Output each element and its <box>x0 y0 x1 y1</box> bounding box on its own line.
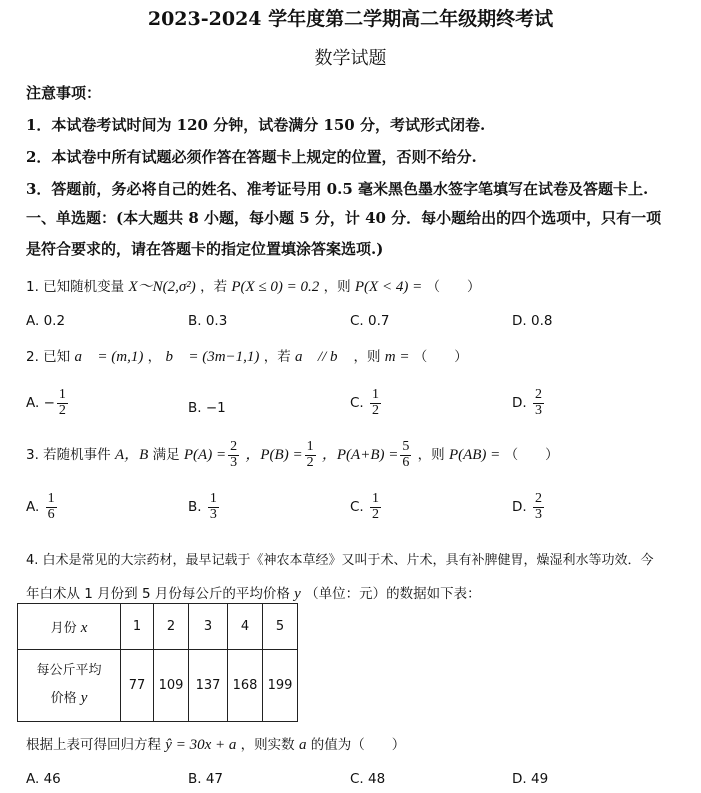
notice-heading: 注意事项： <box>26 84 102 102</box>
q3-pab: ，P(A+B) = <box>321 447 399 464</box>
q3-option-c <box>350 492 383 522</box>
q2-option-d-fraction: $\frac{2}{3}$ <box>534 387 542 418</box>
q3-option-d <box>512 492 546 522</box>
table-header-month: 月份 x <box>18 604 121 650</box>
table-cell: 168 <box>228 650 263 722</box>
q1-distribution: X～N(2,σ²) <box>128 279 196 295</box>
q4-option-a: A. 46 <box>26 771 61 787</box>
q1-mid2: ，则 <box>323 279 351 295</box>
q3-option-b <box>188 492 221 522</box>
q4-reg-var: a <box>298 737 307 753</box>
q4-option-b: B. 47 <box>188 771 224 787</box>
q3-blank: （ ） <box>504 447 559 464</box>
q1-mid: ，若 <box>200 279 228 295</box>
q3-pb-fraction: $\frac{1}{2}$ <box>306 439 314 470</box>
q3-option-a-fraction: $\frac{1}{6}$ <box>47 491 55 522</box>
section-heading-line2: 是符合要求的，请在答题卡的指定位置填涂答案选项.) <box>26 240 384 258</box>
q2-parallel: a⃗ // b⃗ <box>295 349 350 365</box>
q3-pa-fraction: $\frac{2}{3}$ <box>230 439 238 470</box>
q2-mid: ，若 <box>263 349 291 365</box>
q2-option-a-sign: − <box>43 395 55 412</box>
q1-option-a: A. 0.2 <box>26 313 66 329</box>
table-cell: 4 <box>228 604 263 650</box>
q4-reg-prefix: 根据上表可得回归方程 <box>26 737 161 753</box>
notice-item-2: 2．本试卷中所有试题必须作答在答题卡上规定的位置，否则不给分. <box>26 148 477 166</box>
table-cell: 77 <box>121 650 154 722</box>
table-cell: 3 <box>189 604 228 650</box>
q1-prefix: 1. 已知随机变量 <box>26 279 125 295</box>
q3-option-d-label: D. <box>512 499 527 516</box>
q2-option-a <box>26 388 70 418</box>
q2-prefix: 2. 已知 <box>26 349 71 365</box>
table-cell: 5 <box>263 604 298 650</box>
q1-ask: P(X < 4) = <box>354 279 423 295</box>
table-cell: 2 <box>154 604 189 650</box>
q3-option-b-fraction: $\frac{1}{3}$ <box>209 491 217 522</box>
q1-condition: P(X ≤ 0) = 0.2 <box>231 279 320 295</box>
table-row <box>18 650 298 722</box>
q2-option-c-label: C. <box>350 395 364 412</box>
question-2 <box>26 345 468 366</box>
q2-vector-a: a⃗ = (m,1) <box>74 349 144 365</box>
notice-item-3: 3．答题前，务必将自己的姓名、准考证号用 0.5 毫米黑色墨水签字笔填写在试卷及答题卡上. <box>26 180 649 198</box>
question-3 <box>26 440 559 470</box>
q3-option-d-fraction: $\frac{2}{3}$ <box>534 491 542 522</box>
q3-mid2: ，则 <box>417 447 445 464</box>
q4-line2-prefix: 年白术从 1 月份到 5 月份每公斤的平均价格 <box>26 586 290 602</box>
exam-title: 2023-2024 学年度第二学期高二年级期终考试 <box>147 8 554 30</box>
q2-option-b-label: B. <box>188 400 202 416</box>
question-1 <box>26 275 481 296</box>
q1-option-d: D. 0.8 <box>512 313 553 329</box>
q4-reg-suffix: 的值为（ ） <box>310 737 406 753</box>
q3-option-a <box>26 492 59 522</box>
q2-option-c-fraction: $\frac{1}{2}$ <box>372 387 380 418</box>
question-4-line1: 4. 白术是常见的大宗药材，最早记载于《神农本草经》又叫于术、片术，具有补脾健胃，燥湿利水等功效．今 <box>26 553 654 568</box>
question-4-line2 <box>26 582 481 603</box>
q2-mid2: ，则 <box>353 349 381 365</box>
table-cell: 1 <box>121 604 154 650</box>
section-heading-line1: 一、单选题：(本大题共 8 小题，每小题 5 分，计 40 分．每小题给出的四个选项中，只有一项 <box>26 209 662 227</box>
q2-ask: m = <box>384 349 410 365</box>
table-row <box>18 604 298 650</box>
q4-option-d: D. 49 <box>512 771 549 787</box>
q1-option-b: B. 0.3 <box>188 313 228 329</box>
q3-option-b-label: B. <box>188 499 202 516</box>
table-cell: 199 <box>263 650 298 722</box>
q2-option-b-value: −1 <box>205 400 226 416</box>
q4-line2-suffix: （单位：元）的数据如下表： <box>305 586 481 602</box>
q3-option-a-label: A. <box>26 499 40 516</box>
q1-blank: （ ） <box>426 279 481 295</box>
q4-reg-mid: ，则实数 <box>240 737 295 753</box>
q3-pa: P(A) = <box>183 447 227 464</box>
q3-ask: P(AB) = <box>448 447 501 464</box>
q4-var-y: y <box>294 586 301 602</box>
q3-pab-fraction: $\frac{5}{6}$ <box>402 439 410 470</box>
q2-option-d-label: D. <box>512 395 527 412</box>
q2-option-a-fraction: $\frac{1}{2}$ <box>58 387 66 418</box>
q3-mid: 满足 <box>152 447 180 464</box>
q3-pb: ，P(B) = <box>245 447 303 464</box>
table-header-price: 每公斤平均 价格 y <box>18 650 121 722</box>
q2-sep: ， <box>147 349 162 365</box>
question-4-regression <box>26 733 405 754</box>
q4-option-c: C. 48 <box>350 771 386 787</box>
table-cell: 109 <box>154 650 189 722</box>
q1-option-c: C. 0.7 <box>350 313 390 329</box>
q2-option-a-label: A. <box>26 395 40 412</box>
q2-vector-b: b⃗ = (3m−1,1) <box>165 349 260 365</box>
price-table <box>17 603 298 722</box>
q2-option-c <box>350 388 383 418</box>
q3-option-c-label: C. <box>350 499 364 516</box>
table-cell: 137 <box>189 650 228 722</box>
notice-item-1: 1．本试卷考试时间为 120 分钟，试卷满分 150 分，考试形式闭卷. <box>26 116 486 134</box>
q4-reg-equation: ŷ = 30x + a <box>165 737 237 753</box>
q3-events: A，B <box>114 447 149 464</box>
q3-option-c-fraction: $\frac{1}{2}$ <box>372 491 380 522</box>
q3-prefix: 3. 若随机事件 <box>26 447 111 464</box>
q2-blank: （ ） <box>413 349 468 365</box>
q2-option-b <box>188 400 226 416</box>
exam-subtitle: 数学试题 <box>314 48 387 69</box>
q2-option-d <box>512 388 546 418</box>
